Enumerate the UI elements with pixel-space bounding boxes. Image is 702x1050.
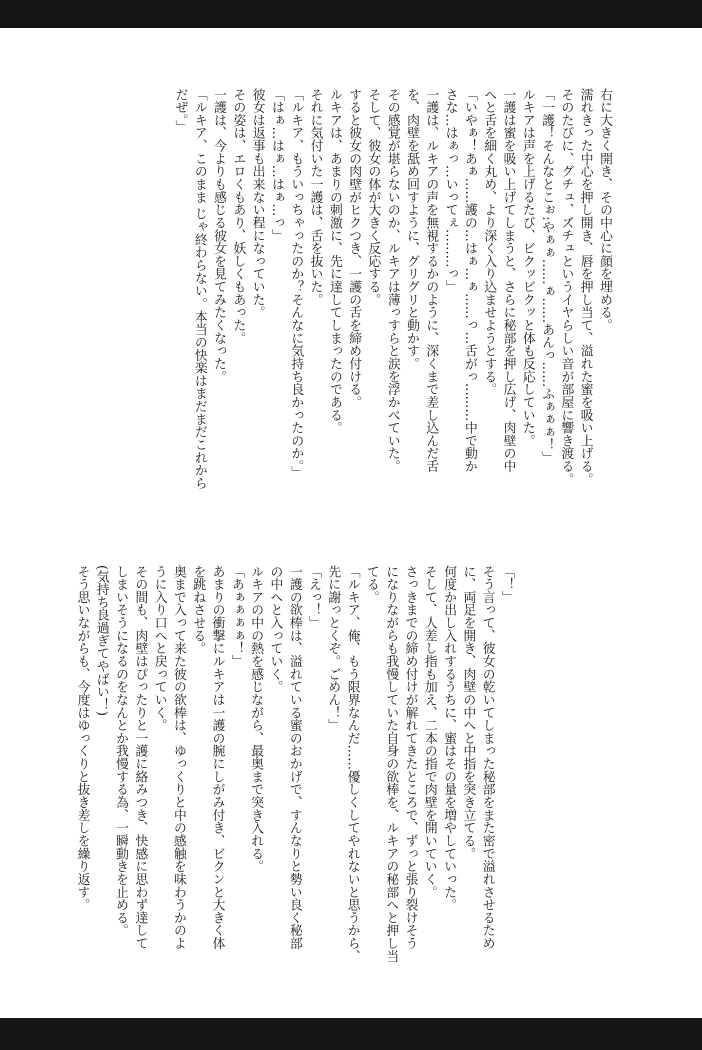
text-line: 奥まで入って来た彼の欲棒は、ゆっくりと中の感触を味わうかのよ (170, 565, 186, 950)
text-line: その姿は、エロくもあり、妖しくもあった。 (230, 88, 246, 345)
text-line: 先に謝っとくぞ。ごめん！」 (325, 565, 341, 732)
text-line: の中へと入っていく。 (267, 565, 283, 694)
text-line: そして、彼女の体が大きく反応する。 (365, 88, 381, 306)
text-line: その間も、肉壁はぴったりと一護に絡みつき、快感に思わず達して (132, 565, 148, 950)
text-line: 「ルキア、もういっちゃったのか？そんなに気持ち良かったのか。」 (288, 88, 304, 480)
text-line: 「あぁぁぁぁ！」 (228, 565, 244, 668)
text-line: 一護は蜜を吸い上げてしまうと、さらに秘部を押し広げ、肉壁の中 (500, 88, 516, 473)
text-line: 「えっ！」 (306, 565, 322, 630)
upper-text-block (170, 88, 614, 548)
text-line: だぜ。」 (172, 88, 188, 133)
text-line: へと舌を細く丸め、より深く入り込ませようとする。 (481, 88, 497, 396)
text-line: になりながらも我慢していた自身の欲棒を、ルキアの秘部へと押し当 (383, 565, 399, 963)
text-line: それに気付いた一護は、舌を抜いた。 (307, 88, 323, 306)
text-line: に、両足を開き、肉壁の中へと中指を突き立てる。 (460, 565, 476, 860)
top-scan-border (0, 0, 702, 28)
bottom-scan-border (0, 1018, 702, 1050)
text-line: 彼女は返事も出来ない程になっていた。 (249, 88, 265, 319)
text-line: 「ルキア、このまま じゃ終わらない。本当の快楽はまだまだこれから (191, 88, 207, 490)
text-line: 「ルキア、俺、もう限界なんだ……優しくしてやれないと思うから、 (344, 565, 360, 963)
text-line: 右に大きく開き、その中心に顔を埋める。 (597, 88, 612, 332)
text-line: そう言って、彼女の乾いてしまった秘部をまた密で溢れさせるため (479, 565, 495, 950)
text-line: ルキアの中の熱を感じながら、最奥まで突き入れる。 (248, 565, 264, 873)
text-line: ルキアは、あまりの刺激に、先に達してしまったのである。 (326, 88, 342, 435)
text-line: 「はぁ…はぁ…はぁ…っ」 (268, 88, 284, 242)
text-line: 「いやぁ！あぁ……護の…はぁ…ぁ……っ…舌がっ………中で動か (461, 88, 477, 473)
text-line: ルキアは声を上げるたび、ビクッビクッと体も反応していた。 (519, 88, 535, 447)
text-line: あまりの衝撃にルキアは一護の腕にしがみ付き、ビクンと大きく体 (209, 565, 225, 950)
text-line: そして、人差し指も加え、二本の指で肉壁を開いていく。 (421, 565, 437, 899)
lower-text-block (72, 565, 516, 1013)
text-line: そのたびに、グチュ、ズチュというイヤらしい音が部屋に響き渡る。 (558, 88, 574, 486)
text-line: (気持ち良過ぎてやばい！) (93, 565, 109, 717)
text-line: すると彼女の肉壁がヒクつき、一護の舌を締め付ける。 (346, 88, 362, 409)
text-line: 一護の欲棒は、溢れている蜜のおかげで、すんなりと勢い良く秘部 (286, 565, 302, 950)
text-line: 「！」 (499, 565, 514, 604)
text-line: さっきまでの締め付けが解れてきたところで、ずっと張り裂けそう (402, 565, 418, 950)
text-line: 一護は、ルキアの声を無視するかのように、深くまで差し込んだ舌 (423, 88, 439, 473)
text-line: さな…はぁっ…いってぇ………っ」 (442, 88, 458, 294)
text-line: その感覚が堪らないのか、ルキアは薄っすらと涙を浮かべていた。 (384, 88, 400, 473)
text-line: を跳ねさせる。 (190, 565, 206, 655)
text-line: てる。 (363, 565, 379, 604)
text-line: 濡れきった中心を押し開き、唇を押し当て、溢れた蜜を吸い上げる。 (577, 88, 593, 486)
text-line: そう思いながらも、今度はゆっくりと抜き差しを繰り返す。 (74, 565, 90, 912)
text-line: うに入り口へと戻っていく。 (151, 565, 167, 732)
text-line: 「一護！そんなとこぉ:やぁぁ……ぁ……あんっ……ふぁぁぁ！」 (539, 88, 555, 465)
text-line: を、肉壁を舐め回すように、グリグリと動かす。 (404, 88, 420, 371)
text-line: 一護は、今よりも感じる彼女を見てみたくなった。 (211, 88, 227, 383)
text-line: しまいそうになるのをなんとか我慢する為、一瞬動きを止める。 (113, 565, 129, 937)
text-line: 何度か出し入れするうちに、蜜はその量を増やしていった。 (441, 565, 457, 912)
